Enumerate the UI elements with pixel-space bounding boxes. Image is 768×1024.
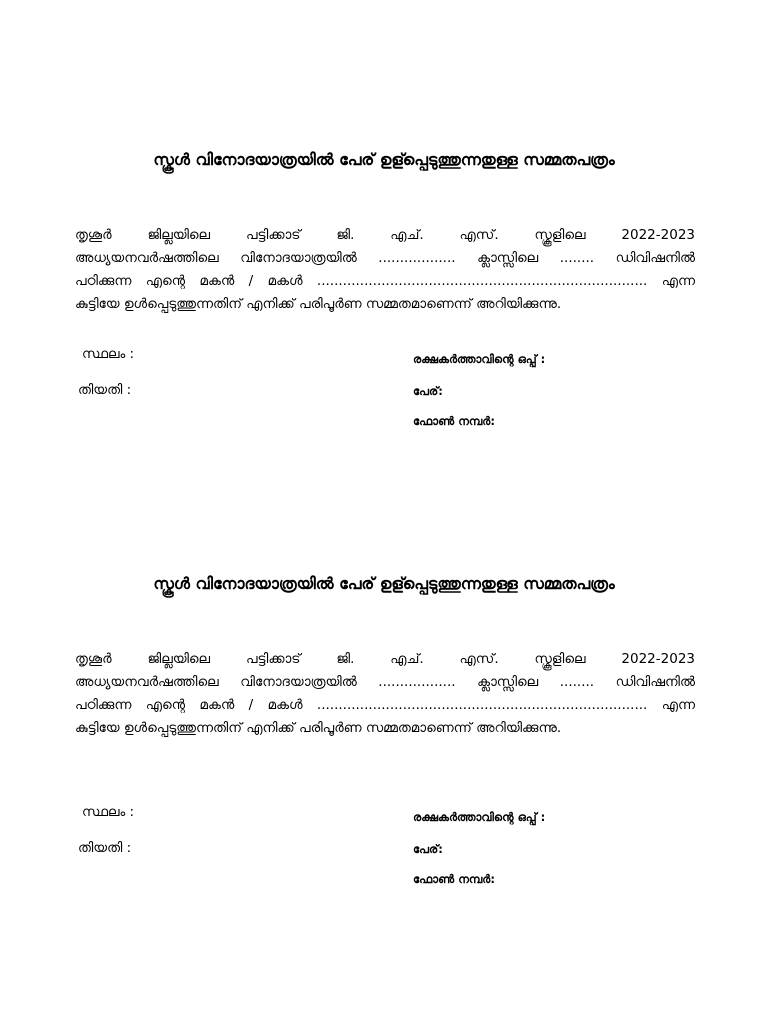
guardian-signature-label: രക്ഷകർത്താവിന്റെ ഒപ്പ് :: [413, 352, 546, 366]
consent-paragraph: [75, 648, 695, 740]
paragraph-line: കുട്ടിയേ ഉൾപ്പെടുത്തുന്നതിന് എനിക്ക് പരിപൂർണ സമ്മതമാണെന്ന് അറിയിക്കുന്നു.: [75, 296, 562, 312]
consent-paragraph: [75, 224, 695, 316]
form-title: സ്കൂൾ വിനോദയാത്രയിൽ പേര് ഉള്പ്പെടുത്തുന്നതുള്ള സമ്മതപത്രം: [153, 574, 615, 593]
paragraph-line: അധ്യയനവർഷത്തിലെ വിനോദയാത്രയിൽ .................. ക്ലാസ്സിലെ ........ ഡിവിഷനിൽ: [75, 250, 695, 266]
phone-number-label: ഫോൺ നമ്പർ:: [413, 414, 495, 428]
paragraph-line: തൃശൂർ ജില്ലയിലെ പട്ടിക്കാട് ജി. എച്. എസ്. സ്കൂളിലെ 2022-2023: [75, 651, 695, 667]
paragraph-line: കുട്ടിയേ ഉൾപ്പെടുത്തുന്നതിന് എനിക്ക് പരിപൂർണ സമ്മതമാണെന്ന് അറിയിക്കുന്നു.: [75, 720, 562, 736]
place-label: സ്ഥലം :: [82, 804, 135, 820]
guardian-signature-label: രക്ഷകർത്താവിന്റെ ഒപ്പ് :: [413, 810, 546, 824]
paragraph-line: പഠിക്കുന്ന എന്റെ മകൻ / മകൾ ............................................................................. എന്ന: [75, 697, 695, 713]
paragraph-line: പഠിക്കുന്ന എന്റെ മകൻ / മകൾ ............................................................................. എന്ന: [75, 273, 695, 289]
name-label: പേര്:: [413, 842, 443, 856]
date-label: തിയതി :: [78, 382, 132, 398]
paragraph-line: തൃശൂർ ജില്ലയിലെ പട്ടിക്കാട് ജി. എച്. എസ്. സ്കൂളിലെ 2022-2023: [75, 227, 695, 243]
phone-number-label: ഫോൺ നമ്പർ:: [413, 872, 495, 886]
date-label: തിയതി :: [78, 840, 132, 856]
form-title: സ്കൂൾ വിനോദയാത്രയിൽ പേര് ഉള്പ്പെടുത്തുന്നതുള്ള സമ്മതപത്രം: [153, 150, 615, 169]
paragraph-line: അധ്യയനവർഷത്തിലെ വിനോദയാത്രയിൽ .................. ക്ലാസ്സിലെ ........ ഡിവിഷനിൽ: [75, 674, 695, 690]
place-label: സ്ഥലം :: [82, 346, 135, 362]
name-label: പേര്:: [413, 384, 443, 398]
